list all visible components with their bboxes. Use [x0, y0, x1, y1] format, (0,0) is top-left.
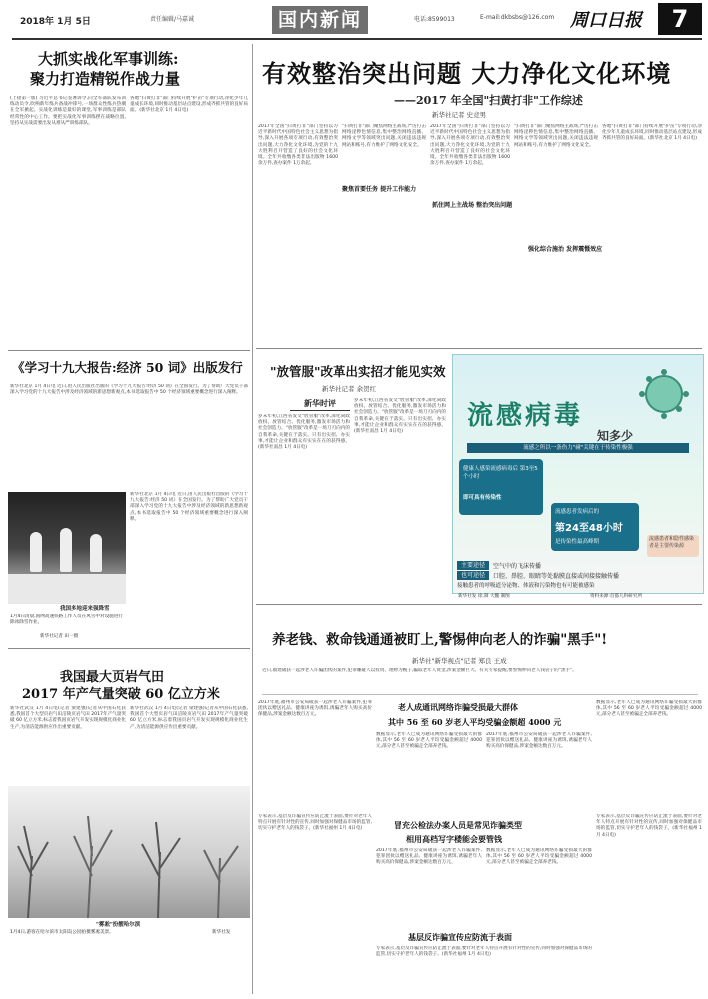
divider [8, 350, 250, 351]
flu-source: 资料来源:首都儿科研究所 [590, 594, 643, 599]
flu-subtitle: 知多少 [597, 429, 634, 443]
bottom-subhead-1: 老人成通讯网络诈骗受损最大群体 [398, 702, 518, 712]
photo-label-snow: 我国多地迎来强降雪 [60, 606, 110, 612]
bottom-lead: 近日,福建破获一起涉老人诈骗团伙的案件,犯罪嫌疑人以投资、理财为幌子,骗取老年人资金,涉案金额巨大。有关专家提醒,要警惕伸向老人钱袋子的"黑手"。 [262, 668, 577, 673]
bottom-body-col3b: 数据显示,老年人已成为通讯网络诈骗受损最大的群体,其中 56 至 60 岁老人平均受骗金额超过 4000 元,部分老人甚至被骗走全部养老钱。 [486, 848, 592, 866]
issue-date: 2018年 1月 5日 [20, 17, 91, 27]
divider [8, 648, 250, 649]
article-title-training-line1: 大抓实战化军事训练: [38, 50, 179, 68]
article-body-book: 新华社北京 1月 4日电 近日,由人民出版社出版的《学习十九大报告:经济 50 词》在全国发行。为了帮助广大党员干部深入学习党的十九大报告中涉及经济领域的新思想新观点,本书选取报告中 50 个经济领域重要概念进行深入阐释。 [10, 384, 248, 396]
bottom-subhead-2b: 相用高档写字楼能会要管钱 [406, 834, 502, 844]
column-divider [252, 44, 253, 994]
bottom-body-col1: 2017年底,福州市公安局破获一起涉老人诈骗案件,犯罪团伙以赠送礼品、健康讲座为诱饵,诱骗老年人购买高价保健品,涉案金额达数百万元。 [258, 700, 372, 718]
opinion-body-col2: 岁末年初,江西省发文"放管服"改革,深化简政放权、放管结合、优化服务,激发市场活力和社会创造力。"放管服"改革是一场刀刃向内的自我革命,关键在于落实。只有出实招、办实事,才能让企业和群众有实实在在的获得感。(新华社南昌 1月 4日电) [354, 398, 446, 435]
main-subhead-b: 抓住网上主战场 整治突出问题 [432, 202, 513, 209]
divider [256, 348, 702, 349]
flu-route-1: 空气中的飞沫传播 [493, 563, 542, 570]
flu-info-1b: 即可具有传染性 [463, 495, 502, 501]
bottom-body-col1b: 专家表示,基层反诈骗宣传应防止流于表面,要针对老年人特点开展有针对性的宣传,同时加强对保健品市场的监管,切实守护老年人的钱袋子。(新华社福州 1月 4日电) [258, 814, 372, 832]
article-body-training: (上接第一版) 习近平总书记签署训令,向全军部队发布训练动员令,吹响新年练兵备战冲锋号,一场群众性练兵热潮在全军掀起。实战化训练是最好的课堂,军事训练是部队经常性的中心工作。要把实战化军事训练摆在战略位置,坚持从实战需要出发从难从严训练部队。 [10, 96, 126, 126]
bottom-body-col3: 2017年底,福州市公安局破获一起涉老人诈骗案件,犯罪团伙以赠送礼品、健康讲座为诱饵,诱骗老年人购买高价保健品,涉案金额达数百万元。 [486, 732, 592, 750]
header-rule [12, 38, 702, 40]
opinion-byline: 新华社记者 余贺红 [322, 385, 377, 393]
main-body-col1: 2017年全国"扫黄打非"部门坚持以习近平新时代中国特色社会主义思想为指导,深入开展各项专项行动,有效整治突出问题,大力净化文化环境,为党的十九大胜利召开营造了良好的社会文化环境。全年共收缴各类非法出版物 1600 余万件,查办案件 1万余起。 [258, 124, 338, 167]
bottom-body-col2b: 2017年底,福州市公安局破获一起涉老人诈骗案件,犯罪团伙以赠送礼品、健康讲座为诱饵,诱骗老年人购买高价保健品,涉案金额达数百万元。 [376, 848, 482, 866]
editor-credit: 责任编辑/马嘉诚 [150, 16, 195, 23]
flu-info-card-2 [551, 503, 639, 551]
article-title-training-line2: 聚力打造精锐作战力量 [30, 70, 181, 88]
flu-route-2: 口腔、鼻腔、眼睛等处黏膜直接或间接接触传播 [493, 573, 620, 580]
flu-tagline: 流感之所以一条伤力"碰"关键在于传染性极强 [467, 443, 689, 453]
bottom-headline: 养老钱、救命钱通通被盯上,警惕伸向老人的诈骗"黑手"! [272, 632, 608, 648]
main-subhead-a: 聚焦首要任务 提升工作能力 [342, 186, 417, 193]
snow-ground [8, 574, 126, 604]
article-title-gas-line2: 2017 年产气量突破 60 亿立方米 [22, 687, 220, 702]
worker-figure [60, 528, 72, 572]
masthead: 周口日报 [570, 10, 642, 31]
page-header [0, 0, 708, 38]
frost-photo [8, 786, 250, 918]
main-body-col2: "扫黄打非"部门聚焦网络主战场,严厉打击网络淫秽色情信息,集中整治网络直播、网络文学等领域突出问题,关闭违法违规网站和账号,有力维护了网络文化安全。 [342, 124, 426, 148]
frost-tree-silhouettes [8, 786, 250, 918]
flu-title: 流感病毒 [467, 401, 584, 431]
main-subhead: ——2017 年全国"扫黄打非"工作综述 [394, 94, 583, 107]
flu-route-tag-2: 也可途径 [457, 571, 489, 580]
section-title: 国内新闻 [272, 6, 368, 34]
flu-info-1: 健康人感染流感病毒后 第3至5个小时 [463, 466, 538, 480]
virus-icon [633, 363, 695, 425]
article-body-training-cont: 各地"扫黄打非"部门持续开展"护苗"专项行动,净化少年儿童成长环境,同时推动基层站点建设,形成齐抓共管的良好局面。(新华社北京 1月 4日电) [130, 96, 248, 114]
article-body-gas: 新华社武汉 1月 4日电(记者 梁建强)记者从中国石化获悉,我国首个大型页岩气田涪陵页岩气田 2017年产气量突破 60 亿立方米,标志着我国页岩气开发实现规模化商业化生产,为清洁能源供应作出重要贡献。 [10, 706, 126, 730]
flu-info-card-1 [459, 459, 543, 515]
bottom-subhead-2: 冒充公检法办案人员是常见诈骗类型 [394, 820, 522, 830]
contact-phone: 电话:8599013 [414, 16, 455, 23]
opinion-badge: 新华时评 [290, 398, 350, 411]
main-body-col5: 各地"扫黄打非"部门持续开展"护苗"专项行动,净化少年儿童成长环境,同时推动基层站点建设,形成齐抓共管的良好局面。(新华社北京 1月 4日电) [602, 124, 702, 142]
article-body-gas-cont: 新华社武汉 1月 4日电(记者 梁建强)记者从中国石化获悉,我国首个大型页岩气田涪陵页岩气田 2017年产气量突破 60 亿立方米,标志着我国页岩气开发实现规模化商业化生产,为清洁能源供应作出重要贡献。 [130, 706, 248, 730]
contact-email: E-mail:dkbsbs@126.com [480, 14, 555, 21]
bottom-body-col4: 数据显示,老年人已成为通讯网络诈骗受损最大的群体,其中 56 至 60 岁老人平均受骗金额超过 4000 元,部分老人甚至被骗走全部养老钱。 [596, 700, 702, 718]
photo-label-frost: "雾凇"扮靓哈尔滨 [96, 922, 141, 928]
main-byline: 新华社记者 史竞男 [432, 111, 487, 119]
flu-route-3: 接触患者的呼吸道分泌物、体液和污染物也有可能被感染 [457, 583, 595, 589]
flu-info-2c: 是传染性最高峰期 [555, 539, 600, 545]
photo-caption-snow: 1月4日清晨,国网高速铁路工作人员在风雪中对设施进行除冰除雪作业。 [10, 614, 123, 625]
bottom-subhead-3: 基层反诈骗宣传应防流于表面 [408, 932, 512, 942]
flu-info-2: 流感患者发病后的 [555, 509, 600, 515]
page-number: 7 [658, 3, 702, 35]
opinion-title: "放管服"改革出实招才能见实效 [270, 364, 446, 379]
main-subhead-c: 强化综合施治 发挥震慑效应 [528, 246, 603, 253]
bottom-body-col4b: 专家表示,基层反诈骗宣传应防止流于表面,要针对老年人特点开展有针对性的宣传,同时加强对保健品市场的监管,切实守护老年人的钱袋子。(新华社福州 1月 4日电) [596, 814, 702, 838]
bottom-byline: 新华社"新华视点"记者 郑良 王成 [412, 657, 507, 665]
article-title-book: 《学习十九大报告:经济 50 词》出版发行 [12, 360, 243, 375]
flu-info-3: 流感患者和隐性感染者是主要传染源 [647, 535, 699, 557]
bottom-subhead-1b: 其中 56 至 60 岁老人平均受骗金额超 4000 元 [388, 717, 562, 727]
snow-photo [8, 492, 126, 604]
main-body-col3: 2017年全国"扫黄打非"部门坚持以习近平新时代中国特色社会主义思想为指导,深入开展各项专项行动,有效整治突出问题,大力净化文化环境,为党的十九大胜利召开营造了良好的社会文化环境。全年共收缴各类非法出版物 1600 余万件,查办案件 1万余起。 [430, 124, 510, 167]
flu-route-tag-1: 主要途径 [457, 561, 489, 570]
photo-caption-frost: 1月4日,游客在哈尔滨市太阳岛公园拍摄雾凇美景。 [10, 930, 114, 935]
divider [262, 694, 698, 695]
main-body-col4: "扫黄打非"部门聚焦网络主战场,严厉打击网络淫秽色情信息,集中整治网络直播、网络文学等领域突出问题,关闭违法违规网站和账号,有力维护了网络文化安全。 [514, 124, 598, 148]
worker-figure [30, 532, 42, 572]
flu-info-2b: 第24至48小时 [555, 523, 623, 534]
photo-credit-snow: 新华社记者 田一摄 [40, 634, 79, 639]
divider [256, 604, 702, 605]
opinion-body-col1: 岁末年初,江西省发文"放管服"改革,深化简政放权、放管结合、优化服务,激发市场活力和社会创造力。"放管服"改革是一场刀刃向内的自我革命,关键在于落实。只有出实招、办实事,才能让企业和群众有实实在在的获得感。(新华社南昌 1月 4日电) [258, 414, 350, 451]
article-title-gas-line1: 我国最大页岩气田 [60, 670, 165, 685]
worker-figure [90, 534, 102, 572]
flu-credit: 新华社发 徐,制 大魏 制图 [458, 594, 510, 599]
photo-side-text: 新华社北京 1月 4日电 近日,由人民出版社出版的《学习十九大报告:经济 50 词》在全国发行。为了帮助广大党员干部深入学习党的十九大报告中涉及经济领域的新思想新观点,本书选取报告中 50 个经济领域重要概念进行深入阐释。 [130, 492, 248, 522]
bottom-body-tail: 专家表示,基层反诈骗宣传应防止流于表面,要针对老年人特点开展有针对性的宣传,同时加强对保健品市场的监管,切实守护老年人的钱袋子。(新华社福州 1月 4日电) [376, 946, 592, 958]
main-headline: 有效整治突出问题 大力净化文化环境 [262, 59, 672, 88]
flu-infographic [452, 354, 704, 594]
bottom-body-col2: 数据显示,老年人已成为通讯网络诈骗受损最大的群体,其中 56 至 60 岁老人平均受骗金额超过 4000 元,部分老人甚至被骗走全部养老钱。 [376, 732, 482, 750]
photo-credit-frost: 新华社发 [212, 930, 231, 935]
